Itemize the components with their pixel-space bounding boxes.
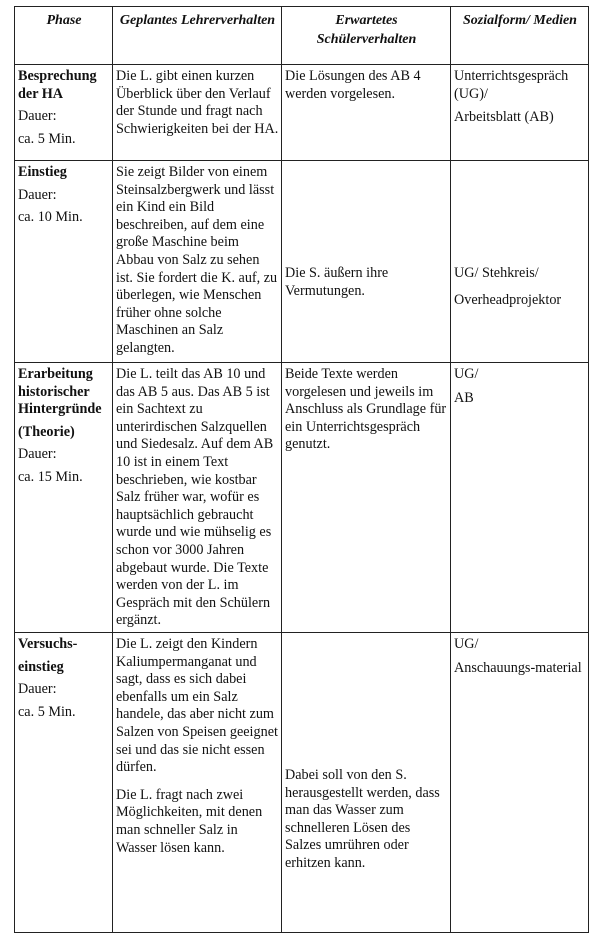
medien-line: Anschauungs-material <box>454 659 582 676</box>
phase-name: Einstieg <box>18 164 67 180</box>
lehrer-text: Die L. gibt einen kurzen Überblick über den Verlauf der Stunde und fragt nach Schwierigkeiten bei der HA. <box>116 68 279 137</box>
lehrer-cell <box>113 65 282 161</box>
duration-value: ca. 10 Min. <box>18 209 83 226</box>
duration-label: Dauer: <box>18 681 57 698</box>
document-page <box>14 6 589 933</box>
schueler-cell <box>282 363 451 633</box>
lesson-plan-table <box>14 6 589 933</box>
table-row <box>15 633 589 933</box>
duration-value: ca. 5 Min. <box>18 703 76 720</box>
duration-value: ca. 5 Min. <box>18 130 76 147</box>
lehrer-text: Die L. zeigt den Kindern Kaliumpermanganat und sagt, dass es sich dabei ebenfalls um ein Salz handele, das aber nicht zum Salzen von Speisen geeignet sei und das sie nicht essen dürfen. <box>116 636 278 776</box>
schueler-text: Beide Texte werden vorgelesen und jeweils im Anschluss als Grundlage für ein Unterrichtsgespräch genutzt. <box>285 366 447 453</box>
phase-name: Versuchs- <box>18 636 78 652</box>
table-row <box>15 161 589 363</box>
phase-cell <box>15 633 113 933</box>
schueler-text: Die S. äußern ihre Vermutungen. <box>285 265 389 299</box>
lehrer-cell <box>113 363 282 633</box>
header-phase: Phase <box>15 7 113 65</box>
medien-line: UG/ Stehkreis/ <box>454 265 539 281</box>
table-row <box>15 65 589 161</box>
header-lehrer: Geplantes Lehrerverhalten <box>113 7 282 65</box>
lehrer-text: Die L. teilt das AB 10 und das AB 5 aus. Das AB 5 ist ein Sachtext zu unterirdischen Salzquellen und Siedesalz. Auf dem AB 10 ist in einem Text beschrieben, wie kostbar Salz früher war, wofür es hauptsächlich gebraucht wurde und wie mühselig es schon vor 3000 Jahren abgebaut wurde. Die Texte werden von der L. im Gespräch mit den Schülern ergänzt. <box>116 366 274 629</box>
phase-name: Erarbeitung historischer Hintergründe <box>18 366 102 418</box>
header-medien: Sozialform/ Medien <box>451 7 589 65</box>
medien-line: Overheadprojektor <box>454 291 562 308</box>
schueler-cell <box>282 65 451 161</box>
phase-name: Besprechung der HA <box>18 68 97 102</box>
medien-cell <box>451 161 589 363</box>
medien-line: UG/ <box>454 636 479 652</box>
table-row <box>15 363 589 633</box>
duration-value: ca. 15 Min. <box>18 468 83 485</box>
schueler-cell <box>282 161 451 363</box>
schueler-text: Die Lösungen des AB 4 werden vorgelesen. <box>285 68 421 102</box>
phase-extra: (Theorie) <box>18 423 75 440</box>
schueler-cell <box>282 633 451 933</box>
medien-line: AB <box>454 389 474 406</box>
phase-extra: einstieg <box>18 658 64 675</box>
phase-cell <box>15 65 113 161</box>
lehrer-cell <box>113 161 282 363</box>
phase-cell <box>15 363 113 633</box>
medien-line: Arbeitsblatt (AB) <box>454 109 554 126</box>
schueler-text: Dabei soll von den S. herausgestellt werden, dass man das Wasser zum schnelleren Lösen des Salzes umrühren oder erhitzen kann. <box>285 767 440 871</box>
header-schueler: Erwartetes Schülerverhalten <box>282 7 451 65</box>
lehrer-cell <box>113 633 282 933</box>
medien-cell <box>451 363 589 633</box>
medien-cell <box>451 65 589 161</box>
lehrer-text: Die L. fragt nach zwei Möglichkeiten, mit denen man schneller Salz in Wasser lösen kann. <box>116 786 263 856</box>
medien-line: UG/ <box>454 366 479 382</box>
duration-label: Dauer: <box>18 108 57 125</box>
header-row <box>15 7 589 65</box>
phase-cell <box>15 161 113 363</box>
duration-label: Dauer: <box>18 186 57 203</box>
lehrer-text: Sie zeigt Bilder von einem Steinsalzbergwerk und lässt ein Kind ein Bild beschreiben, auf dem eine große Maschine beim Abbau von Salz zu sehen ist. Sie fordert die K. auf, zu überlegen, wie Menschen früher ohne solche Maschinen an Salz gelangten. <box>116 164 278 356</box>
medien-cell <box>451 633 589 933</box>
duration-label: Dauer: <box>18 446 57 463</box>
medien-line: Unterrichtsgespräch (UG)/ <box>454 68 569 102</box>
